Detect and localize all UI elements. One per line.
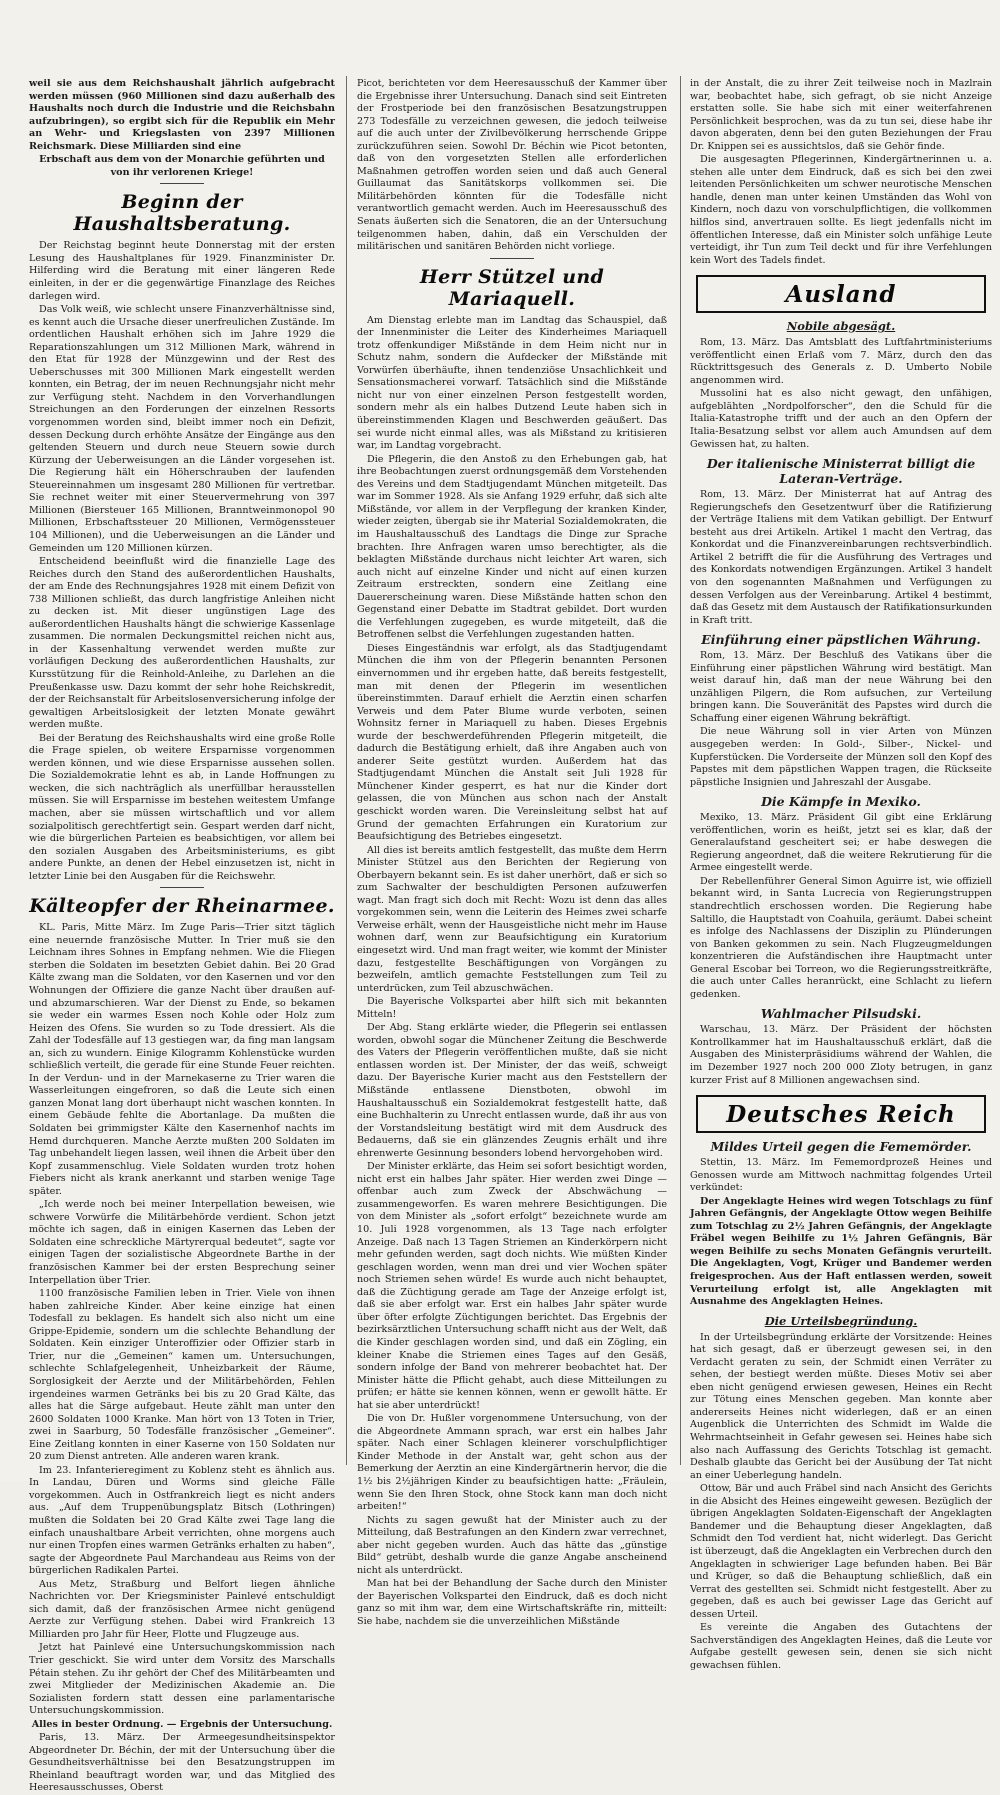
- article-paragraph: Das Volk weiß, wie schlecht unsere Finanzverhältnisse sind, es kennt auch die Ursache dieser unerfreulichen Zustände. Im ordentlichen Haushalt erhöhen sich im Jahre 1929 die Reparationszahlungen um 312 Millionen Mark, während in den Etat für 1928 der Münzgewinn und der Rest des Ueberschusses mit 300 Millionen Mark eingestellt werden konnten, ein Betrag, der im neuen Rechnungsjahr nicht mehr zur Verfügung steht. Nachdem in den Vorverhandlungen Streichungen an den Forderungen der einzelnen Ressorts vorgenommen worden sind, bleibt immer noch ein Defizit, dessen Deckung durch erhöhte Ansätze der Eingänge aus den geltenden Steuern und durch neue Steuern sowie durch Kürzung der Ueberweisungen an die Länder vorgesehen ist. Die Regierung hält ein Höherschrauben der laufenden Steuereinnahmen um insgesamt 280 Millionen für vertretbar. Sie rechnet weiter mit einer Steuervermehrung von 397 Millionen (Biersteuer 165 Millionen, Branntweinmonopol 90 Millionen, Erbschaftssteuer 20 Millionen, Vermögenssteuer 104 Millionen), und die Ueberweisungen an die Länder und Gemeinden um 120 Millionen kürzen.: [29, 304, 335, 554]
- article-paragraph: Die von Dr. Hußler vorgenommene Untersuchung, von der die Abgeordnete Ammann sprach, war erst ein halbes Jahr später. Nach einer Schlagen kleinerer vorschulpflichtiger Kinder Methode in der Anstalt war, geht schon aus der Bemerkung der Aerztin an eine Kindergärtnerin hervor, die die 1½ bis 2½jährigen Kinder zu beaufsichtigen hatte: „Fräulein, wenn Sie den Ihren Stock, ohne Stock kann man doch nicht arbeiten!“: [357, 1413, 667, 1513]
- column-rule: [680, 76, 681, 1465]
- article-paragraph: Am Dienstag erlebte man im Landtag das Schauspiel, daß der Innenminister die Leiter des Kinderheimes Mariaquell trotz offenkundiger Mißstände in dem Heim nicht nur in Schutz nahm, sondern die Aufdecker der Mißstände mit Vorwürfen überhäufte, ihnen tendenziöse Unsachlichkeit und Sensationsmacherei vorwarf. Tatsächlich sind die Mißstände nicht nur von einer einzelnen Person festgestellt worden, sondern mehr als ein halbes Dutzend Leute haben sich in übereinstimmenden Klagen und Beschwerden geäußert. Das sei wurde nicht einmal alles, was als Mißstand zu kritisieren war, im Landtag vorgebracht.: [357, 314, 667, 452]
- article-paragraph: Der Angeklagte Heines wird wegen Totschlags zu fünf Jahren Gefängnis, der Angeklagte Ottow wegen Beihilfe zum Totschlag zu 2½ Jahren Gefängnis, der Angeklagte Fräbel wegen Beihilfe zu 1½ Jahren Gefängnis, Bär wegen Beihilfe zu sechs Monaten Gefängnis verurteilt. Die Angeklagten, Vogt, Krüger und Bandemer werden freigesprochen. Aus der Haft entlassen werden, soweit Verurteilung erfolgt ist, alle Angeklagten mit Ausnahme des Angeklagten Heines.: [690, 1195, 992, 1308]
- article-paragraph: Rom, 13. März. Das Amtsblatt des Luftfahrtministeriums veröffentlicht einen Erlaß vom 7. März, durch den das Rücktrittsgesuch des Generals z. D. Umberto Nobile angenommen wird.: [690, 337, 992, 386]
- divider: [160, 183, 204, 184]
- headline-nobile: Nobile abgesägt.: [786, 319, 896, 334]
- article-paragraph: Es vereinte die Angaben des Gutachtens der Sachverständigen des Angeklagten Heines, daß die Leute vor Aufgabe gestellt gewesen sein, denen sie sich nicht gewachsen fühlen.: [690, 1622, 992, 1671]
- article-paragraph: Man hat bei der Behandlung der Sache durch den Minister der Bayerischen Volkspartei den Eindruck, daß es doch nicht ganz so mit ihm war, dem eine Wirtschaftskräfte rin, mitteilt: Sie habe, nachdem sie die unverzeihlichen Mißstände: [357, 1578, 667, 1627]
- article-paragraph: Die Pflegerin, die den Anstoß zu den Erhebungen gab, hat ihre Beobachtungen zuerst ordnungsgemäß dem Vorstehenden des Vereins und dem Stadtjugendamt München mitgeteilt. Das war im Sommer 1928. Als sie Anfang 1929 erfuhr, daß sich alte Mißstände, vor allem in der Verpflegung der kranken Kinder, wieder zeigten, übergab sie ihr Material Sozialdemokraten, die im Haushaltausschuß des Landtags die Dinge zur Sprache brachten. Ihre Anfragen waren umso berechtigter, als die beklagten Mißstände durchaus nicht leichter Art waren, sich auch nicht auf einzelne Kinder und nicht auf einen kurzen Zeitraum erstreckten, sondern eine Zeitlang eine Dauererscheinung waren. Diese Mißstände hatten schon den Gegenstand einer Debatte im Stadtrat gebildet. Dort wurden die Verfehlungen zugegeben, es wurde mitgeteilt, daß die Betroffenen selbst die Verfehlungen zugestanden hatten.: [357, 453, 667, 641]
- article-paragraph: Picot, berichteten vor dem Heeresausschuß der Kammer über die Ergebnisse ihrer Untersuchung. Danach sind seit Eintreten der Frostperiode bei den französischen Besatzungstruppen 273 Todesfälle zu verzeichnen gewesen, die jedoch teilweise auf die auch unter der Zivilbevölkerung herrschende Grippe zurückzuführen seien. Sowohl Dr. Béchin wie Picot betonten, daß von den vorgesetzten Stellen alle erforderlichen Maßnahmen getroffen worden seien und daß auch General Guillaumat das Sanitätskorps vollkommen sei. Die Militärbehörden könnten für die Todesfälle nicht verantwortlich gemacht werden. Auch im Heeresausschuß des Senats äußerten sich die Senatoren, die an der Untersuchung teilgenommen haben, dahin, daß ein Verschulden der militärischen und sanitären Behörden nicht vorliege.: [357, 78, 667, 253]
- column-2: [357, 78, 667, 1627]
- article-paragraph: Warschau, 13. März. Der Präsident der höchsten Kontrollkammer hat im Haushaltausschuß erklärt, daß die Ausgaben des Ministerpräsidiums während der Wahlen, die im Dezember 1927 noch 200 000 Zloty betrugen, in ganz kurzer Frist auf 8 Millionen angewachsen sind.: [690, 1024, 992, 1086]
- article-paragraph: Der Rebellenführer General Simon Aguirre ist, wie offiziell bekannt wird, in Santa Lucrecia von Regierungstruppen standrechtlich erschossen worden. Die Regierung habe Saltillo, die Hauptstadt von Coahuila, geräumt. Dabei scheint es infolge des Nachlassens der Disziplin zu Plünderungen von Banken gekommen zu sein. Nach Flugzeugmeldungen konzentrieren die Aufständischen ihre Hauptmacht unter General Escobar bei Torreon, wo die Regierungsstreitkräfte, die auch unter Calles heranrückt, eine Schlacht zu liefern gedenken.: [690, 875, 992, 1000]
- article-paragraph: All dies ist bereits amtlich festgestellt, das mußte dem Herrn Minister Stützel aus den Berichten der Regierung von Oberbayern bekannt sein. Es ist daher unerhört, daß er sich so zum Sachwalter der beschuldigten Personen aufzuwerfen wagt. Man fragt sich doch mit Recht: Wozu ist denn das alles vorgekommen sein, wenn die Leiterin des Heimes zwei scharfe Verweise erhält, wenn der Hausgeistliche nicht mehr im Hause wohnen darf, wenn zur Beaufsichtigung ein Kuratorium eingesetzt wird. Und man fragt weiter, wie kommt der Minister dazu, festgestellte Beschäftigungen von Vorgängen zu bezweifeln, amtlich gemachte Feststellungen zum Teil zu unterdrücken, zum Teil abzuschwächen.: [357, 844, 667, 994]
- column-3: [690, 78, 992, 1671]
- article-paragraph: Der Minister erklärte, das Heim sei sofort besichtigt worden, nicht erst ein halbes Jahr später. Hier werden zwei Dinge — offenbar auch zum Zweck der Abschwächung — zusammengeworfen. Es waren mehrere Besichtigungen. Die von dem Minister als „sofort erfolgt“ bezeichnete wurde am 10. Juli 1928 vorgenommen, als 13 Tage nach erfolgter Anzeige. Daß nach 13 Tagen Striemen an Kinderkörpern nicht mehr gefunden werden, sagt doch nichts. Wie müßten Kinder geschlagen worden, wenn man drei und vier Wochen später noch Striemen sehen würde! Es wurde auch nicht behauptet, daß die Züchtigung gerade am Tage der Anzeige erfolgt ist, daß sie aber erfolgt war. Erst ein halbes Jahr später wurde über öfter erfolgte Züchtigungen berichtet. Das Ergebnis der bezirksärztlichen Untersuchung schafft nicht aus der Welt, daß die Kinder geschlagen worden sind, und daß ein Zögling, ein kleiner Knabe die Striemen eines Tages auf den Gesäß, sondern infolge der Band von mehrerer beobachtet hat. Der Minister hätte die Pflicht gehabt, auch diese Mitteilungen zu prüfen; er hätte sie kennen können, wenn er gewollt hätte. Er hat sie aber unterdrückt!: [357, 1161, 667, 1411]
- article-paragraph: 1100 französische Familien leben in Trier. Viele von ihnen haben zahlreiche Kinder. Aber keine einzige hat einen Todesfall zu beklagen. Es handelt sich also nicht um eine Grippe-Epidemie, sondern um die schlechte Behandlung der Soldaten. Kein einziger Unteroffizier oder Offizier starb in Trier, nur die „Gemeinen“ kamen um. Untersuchungen, schlechte Schlafgelegenheit, Unheizbarkeit der Räume, Sorglosigkeit der Aerzte und der Militärbehörden, Fehlen irgendeines warmen Getränks bei bis zu 20 Grad Kälte, das alles hat die Särge aufgebaut. Heute zählt man unter den 2600 Soldaten 1000 Kranke. Man hört von 13 Toten in Trier, zwei in Saarburg, 50 Todesfälle französischer „Gemeiner“. Eine Zeitlang konnten in einer Kaserne von 150 Soldaten nur 20 zum Dienst antreten. Alle anderen waren krank.: [29, 1288, 335, 1463]
- subheadline: Alles in bester Ordnung. — Ergebnis der Untersuchung.: [31, 1718, 333, 1730]
- article-paragraph: Entscheidend beeinflußt wird die finanzielle Lage des Reiches durch den Stand des außerordentlichen Haushalts, der am Ende des Rechnungsjahres 1928 mit einem Defizit von 738 Millionen schließt, das durch langfristige Anleihen nicht zu decken ist. Mit dieser ungünstigen Lage des außerordentlichen Haushalts hängt die schwierige Kassenlage zusammen. Die normalen Deckungsmittel reichen nicht aus, in der Kassenhaltung verwendet werden mußte zur vorläufigen Deckung des außerordentlichen Haushalts, zur Kursstützung für die Reinhold-Anleihe, zu Darlehen an die Preußenkasse usw. Dazu kommt der sehr hohe Reichskredit, der der Reichsanstalt für Arbeitslosenversicherung infolge der gewaltigen Arbeitslosigkeit der letzten Monate gewährt werden mußte.: [29, 556, 335, 731]
- article-paragraph: Mexiko, 13. März. Präsident Gil gibt eine Erklärung veröffentlichen, worin es heißt, jetzt sei es klar, daß der Generalaufstand gescheitert sei; er habe deswegen die Regierung angeordnet, daß die weitere Rekrutierung für die Armee eingestellt werde.: [690, 812, 992, 874]
- headline-feme: Mildes Urteil gegen die Fememörder.: [710, 1139, 972, 1155]
- article-paragraph: Die Bayerische Volkspartei aber hilft sich mit bekannten Mitteln!: [357, 996, 667, 1020]
- article-paragraph: Dieses Eingeständnis war erfolgt, als das Stadtjugendamt München die ihm von der Pflegerin benannten Personen einvernommen und ihr ergeben hatte, daß bereits festgestellt, man mit denen der Pflegerin im wesentlichen übereinstimmten. Darauf erhielt die Aerztin einen scharfen Verweis und dem Pater Blume wurde verboten, seinen Wohnsitz ferner in Mariaquell zu haben. Dieses Ergebnis wurde der beschwerdeführenden Pflegerin mitgeteilt, die dadurch die Bestätigung erhielt, daß ihre Angaben auch von anderer Seite gestützt wurden. Außerdem hat das Stadtjugendamt München die Anstalt seit Juli 1928 für Münchener Kinder gesperrt, es hat nur die Kinder dort gelassen, die von München aus schon nach der Anstalt geschickt worden waren. Die Vereinsleitung selbst hat auf Grund der gemachten Erfahrungen ein Kuratorium zur Beaufsichtigung des Betriebes eingesetzt.: [357, 642, 667, 843]
- article-paragraph: Rom, 13. März. Der Ministerrat hat auf Antrag des Regierungschefs den Gesetzentwurf über die Ratifizierung der Verträge Italiens mit dem Vatikan gebilligt. Der Entwurf besteht aus drei Artikeln. Artikel 1 macht den Vertrag, das Konkordat und die Finanzvereinbarungen rechtsverbindlich. Artikel 2 betrifft die für die Ausführung des Vertrages und des Konkordats notwendigen Ergänzungen. Artikel 3 handelt von den sogenannten Maßnahmen und Verfügungen zu dessen Verfolgen aus der Vereinbarung. Artikel 4 bestimmt, daß das Gesetz mit dem Austausch der Ratifikationsurkunden in Kraft tritt.: [690, 489, 992, 626]
- article-paragraph: Die ausgesagten Pflegerinnen, Kindergärtnerinnen u. a. stehen alle unter dem Eindruck, daß es sich bei den zwei leitenden Persönlichkeiten um schwer neurotische Menschen handle, denen man unter keinen Umständen das Wohl von Kindern, noch dazu von vorschulpflichtigen, die vollkommen hilflos sind, anvertrauen sollte. Es liegt jedenfalls nicht im öffentlichen Interesse, daß ein Minister solch unfähige Leute verteidigt, ihr Tun zum Teil deckt und für ihre Verfehlungen kein Wort des Tadels findet.: [690, 154, 992, 266]
- article-paragraph: KL. Paris, Mitte März. Im Zuge Paris—Trier sitzt täglich eine neuernde französische Mutter. In Trier muß sie den Leichnam ihres Sohnes in Empfang nehmen. Wie die Fliegen sterben die Soldaten im besetzten Gebiet dahin. Bei 20 Grad Kälte zwang man die Soldaten, vor den Kasernen und vor den Wohnungen der Offiziere die ganze Nacht über draußen auf- und abzumarschieren. War der Dienst zu Ende, so bekamen sie weder ein warmes Essen noch Kohle oder Holz zum Heizen des Ofens. Sie wurden so zu Tode dressiert. Als die Zahl der Todesfälle auf 13 gestiegen war, da fing man langsam an, sich zu wundern. Einige Kilogramm Kohlenstücke wurden schließlich verteilt, die gerade für eine Stunde Feuer reichten. In der Verdun- und in der Marnekaserne zu Trier waren die Wasserleitungen eingefroren, so daß die Leute sich einen ganzen Monat lang dort überhaupt nicht waschen konnten. In einem Gebäude fehlte die Abortanlage. Da mußten die Soldaten bei grimmigster Kälte den Kasernenhof nachts im Hemd durchqueren. Manche Aerzte mußten 200 Soldaten im Tag unbehandelt liegen lassen, weil ihnen die Arbeit über den Kopf zusammenschlug. Viele Soldaten wurden trotz hohen Fiebers nicht als krank anerkannt und starben wenige Tage später.: [29, 922, 335, 1197]
- article-paragraph: Stettin, 13. März. Im Fememordprozeß Heines und Genossen wurde am Mittwoch nachmittag folgendes Urteil verkündet:: [690, 1157, 992, 1194]
- divider: [490, 258, 534, 259]
- section-title: Deutsches Reich: [726, 1101, 956, 1129]
- column-1: [29, 78, 335, 1794]
- headline-haushalt: Beginn der Haushaltsberatung.: [73, 191, 291, 236]
- article-paragraph: „Ich werde noch bei meiner Interpellation beweisen, wie schwere Vorwürfe die Militärbehörde verdient. Schon jetzt möchte ich sagen, daß in einigen Kasernen das Leben der Soldaten eine schreckliche Märtyrerqual bedeutet“, sagte vor einigen Tagen der sozialistische Abgeordnete Barthe in der französischen Kammer bei der ersten Besprechung seiner Interpellation über Trier.: [29, 1199, 335, 1286]
- emphasis-line: Erbschaft aus dem von der Monarchie geführten und von ihr verlorenen Kriege!: [39, 154, 325, 178]
- article-paragraph: Der Abg. Stang erklärte wieder, die Pflegerin sei entlassen worden, obwohl sogar die Münchener Zeitung die Beschwerde des Vaters der Pflegerin veröffentlichen mußte, daß sie nicht entlassen worden ist. Der Minister, der das weiß, schweigt dazu. Der Bayerische Kurier macht aus den Feststellern der Mißstände entlassene Dienstboten, obwohl im Haushaltausschuß ein Sozialdemokrat festgestellt hatte, daß eine Buchhalterin zu Unrecht entlassen wurde, daß ihr aus von der Vorstandsleitung bestätigt wird mit dem Ausdruck des Bedauerns, daß sie ein glänzendes Zeugnis erhält und ihre ehrenwerte Gesinnung besonders lobend hervorgehoben wird.: [357, 1022, 667, 1159]
- article-paragraph: in der Anstalt, die zu ihrer Zeit teilweise noch in Mazlrain war, beobachtet habe, sich gefragt, ob sie nicht Anzeige erstatten solle. Sie habe sich mit einer weiterfahrenen Persönlichkeit besprochen, was da zu tun sei, diese habe ihr davon abgeraten, denn bei den guten Beziehungen der Frau Dr. Knippen sei es aussichtslos, daß sie Gehör finde.: [690, 78, 992, 152]
- article-paragraph: Nichts zu sagen gewußt hat der Minister auch zu der Mitteilung, daß Bestrafungen an den Kindern zwar verrechnet, aber nicht gegeben wurden. Auch das hätte das „günstige Bild“ getrübt, deshalb wurde die ganze Angabe anscheinend nicht als unterdrückt.: [357, 1514, 667, 1576]
- headline-stuetzel: Herr Stützel und Mariaquell.: [419, 265, 605, 310]
- article-paragraph: Bei der Beratung des Reichshaushalts wird eine große Rolle die Frage spielen, ob weitere Ersparnisse vorgenommen werden können, und wie diese Ersparnisse aussehen sollen. Die Sozialdemokratie lehnt es ab, in Lande Hoffnungen zu wecken, die sich nachträglich als unerfüllbar herausstellen müssen. Sie will Ersparnisse im bestehen weitestem Umfange machen, aber sie müssen wirtschaftlich und vor allem sozialpolitisch gerechtfertigt sein. Gespart werden darf nicht, wie die bürgerlichen Parteien es beabsichtigen, vor allem bei den sozialen Ausgaben des Arbeitsministeriums, es gibt andere Punkte, an denen der Hebel einzusetzen ist, nicht in letzter Linie bei den Ausgaben für die Reichswehr.: [29, 732, 335, 882]
- article-paragraph: Ottow, Bär und auch Fräbel sind nach Ansicht des Gerichts in die Absicht des Heines eingeweiht gewesen. Bezüglich der übrigen Angeklagten Soldaten-Eigenschaft der Angeklagten Bandemer und die Behauptung dieser Angeklagten, daß Schmidt den Tod verdient hat, nicht widerlegt. Das Gericht ist überzeugt, daß die Angeklagten ein Verbrechen durch den Angeklagten in schwieriger Lage befunden haben. Bei Bär und Krüger, so daß die Behauptung schließlich, daß ein Verrat des gestellten sei. Schmidt nicht festgestellt. Aber zu gegeben, daß es auch bei gewisser Lage das Gericht auf dessen Urteil.: [690, 1483, 992, 1620]
- headline-mexiko: Die Kämpfe in Mexiko.: [761, 794, 921, 810]
- headline-lateran: Der italienische Ministerrat billigt die Lateran-Verträge.: [706, 456, 976, 487]
- headline-pilsudski: Wahlmacher Pilsudski.: [760, 1006, 922, 1022]
- section-title: Ausland: [785, 281, 897, 309]
- headline-begruendung: Die Urteilsbegründung.: [764, 1313, 918, 1328]
- article-paragraph: In der Urteilsbegründung erklärte der Vorsitzende: Heines hat sich gesagt, daß er überzeugt gewesen sei, in den Verdacht geraten zu sein, der Schmidt einen Verräter zu sehen, der bestiegt werden müßte. Dieses Motiv sei aber eben nicht genügend erwiesen gewesen, Heines ein Recht zur Tötung eines Menschen gegeben. Man konnte aber andererseits Heines nicht widerlegen, daß er an einen Augenblick die Unterrichten des Schmidt im Walde die Wehrmachtseinheit in Gefahr gewesen sei. Heines habe sich also nach Auffassung des Gerichts Totschlag ist gemacht. Deshalb glaubte das Gericht bei der Ausübung der Tat nicht an einer Ueberlegung handeln.: [690, 1331, 992, 1481]
- headline-waehrung: Einführung einer päpstlichen Währung.: [701, 632, 981, 648]
- article-paragraph: Aus Metz, Straßburg und Belfort liegen ähnliche Nachrichten vor. Der Kriegsminister Painlevé entschuldigt sich damit, daß der französischen Armee nicht genügend Aerzte zur Verfügung stehen. Dabei wird Frankreich 13 Milliarden pro Jahr für Heer, Flotte und Flugzeuge aus.: [29, 1578, 335, 1640]
- column-rule: [346, 76, 347, 1465]
- headline-kaelteopfer: Kälteopfer der Rheinarmee.: [29, 895, 335, 918]
- article-paragraph: weil sie aus dem Reichshaushalt jährlich aufgebracht werden müssen (960 Millionen sind dazu außerhalb des Haushalts noch durch die Industrie und die Reichsbahn aufzubringen), so ergibt sich für die Republik ein Mehr an Wehr- und Kriegslasten von 2397 Millionen Reichsmark. Diese Milliarden sind eine: [29, 78, 335, 152]
- article-paragraph: Im 23. Infanterieregiment zu Koblenz steht es ähnlich aus. In Landau, Düren und Worms sind gleiche Fälle vorgekommen. Auch in Ostfrankreich liegt es nicht anders aus. „Auf dem Truppenübungsplatz Bitsch (Lothringen) mußten die Soldaten bei 20 Grad Kälte zwei Tage lang die einfach unaushaltbare Arbeit verrichten, ohne morgens auch nur einen Tropfen eines warmen Getränks erhalten zu haben“, sagte der Abgeordnete Paul Marchandeau aus Reims von der bürgerlichen Radikalen Partei.: [29, 1464, 335, 1577]
- article-paragraph: Mussolini hat es also nicht gewagt, den unfähigen, aufgeblähten „Nordpolforscher“, den die Schuld für die Italia-Katastrophe trifft und der auch an den Opfern der Italia-Besatzung selbst vor allem auch Amundsen auf dem Gewissen hat, zu halten.: [690, 388, 992, 450]
- divider: [160, 887, 204, 888]
- section-box-ausland: [696, 275, 986, 313]
- article-paragraph: Der Reichstag beginnt heute Donnerstag mit der ersten Lesung des Haushaltplanes für 1929. Finanzminister Dr. Hilferding wird die Beratung mit einer längeren Rede einleiten, in der er die gegenwärtige Finanzlage des Reiches darlegen wird.: [29, 240, 335, 302]
- article-paragraph: Jetzt hat Painlevé eine Untersuchungskommission nach Trier geschickt. Sie wird unter dem Vorsitz des Marschalls Pétain stehen. Zu ihr gehört der Chef des Militärbeamten und zwei Mitglieder der Medizinischen Akademie an. Die Sozialisten fordern statt dessen eine parlamentarische Untersuchungskommission.: [29, 1642, 335, 1717]
- article-paragraph: Rom, 13. März. Der Beschluß des Vatikans über die Einführung einer päpstlichen Währung wird bestätigt. Man weist darauf hin, daß man der neue Währung bei den unzähligen Pilgern, die Rom aufsuchen, zur Verteilung bringen kann. Die Souveränität des Papstes wird durch die Schaffung einer eigenen Währung bekräftigt.: [690, 650, 992, 724]
- article-paragraph: Paris, 13. März. Der Armeegesundheitsinspektor Abgeordneter Dr. Béchin, der mit der Untersuchung über die Gesundheitsverhältnisse bei den Besatzungstruppen im Rheinland beauftragt worden war, und das Mitglied des Heeresausschusses, Oberst: [29, 1732, 335, 1794]
- section-box-deutsches-reich: [696, 1095, 986, 1133]
- article-paragraph: Die neue Währung soll in vier Arten von Münzen ausgegeben werden: In Gold-, Silber-, Nickel- und Kupferstücken. Die Vorderseite der Münzen soll den Kopf des Papstes mit dem päpstlichen Wappen tragen, die Rückseite päpstliche Insignien und Jahreszahl der Ausgabe.: [690, 726, 992, 788]
